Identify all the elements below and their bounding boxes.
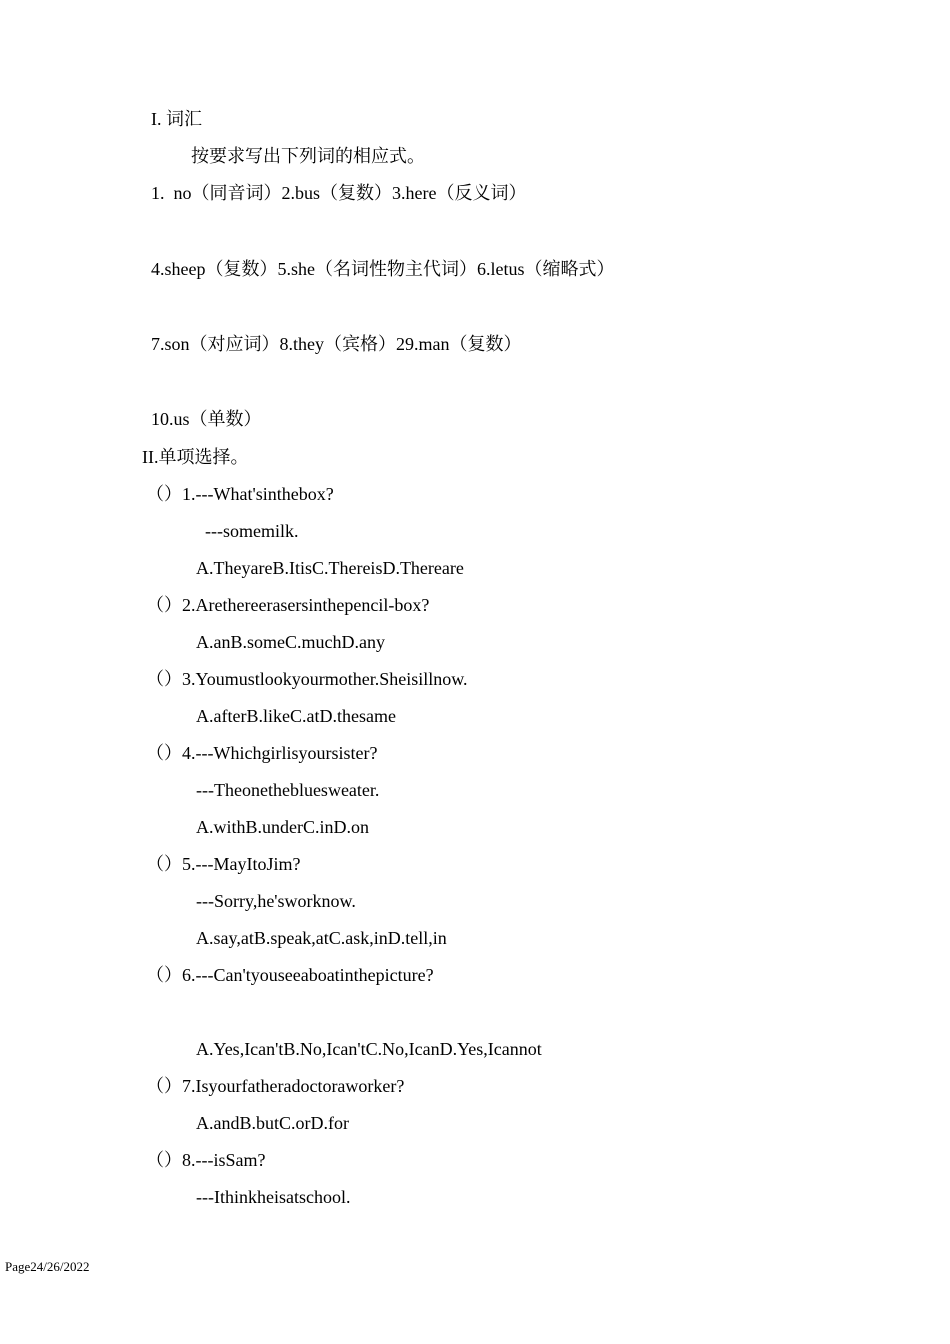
question-7-stem: （）7.Isyourfatheradoctoraworker? [146,1076,405,1096]
question-6-options: A.Yes,Ican'tB.No,Ican'tC.No,IcanD.Yes,Icannot [196,1039,542,1059]
question-3-options: A.afterB.likeC.atD.thesame [196,706,396,726]
question-7-options: A.andB.butC.orD.for [196,1113,349,1133]
question-1-stem: （）1.---What'sinthebox? [146,484,334,504]
section1-heading: I. 词汇 [151,109,202,129]
question-4-stem: （）4.---Whichgirlisyoursister? [146,743,378,763]
question-6-stem: （）6.---Can'tyouseeaboatinthepicture? [146,965,434,985]
section2-heading: II.单项选择。 [142,447,249,467]
question-1-options: A.TheyareB.ItisC.ThereisD.Thereare [196,558,464,578]
question-5-options: A.say,atB.speak,atC.ask,inD.tell,in [196,928,447,948]
question-2-options: A.anB.someC.muchD.any [196,632,385,652]
vocab-line-4: 10.us（单数） [151,409,262,429]
vocab-line-3: 7.son（对应词）8.they（宾格）29.man（复数） [151,334,522,354]
question-8-stem: （）8.---isSam? [146,1150,266,1170]
question-4-response: ---Theonethebluesweater. [196,780,380,800]
page-footer-label: Page24/26/2022 [5,1259,90,1274]
vocab-line-1: 1. no（同音词）2.bus（复数）3.here（反义词） [151,183,527,203]
vocab-line-2: 4.sheep（复数）5.she（名词性物主代词）6.letus（缩略式） [151,259,615,279]
question-5-response: ---Sorry,he'sworknow. [196,891,356,911]
question-1-response: ---somemilk. [205,521,299,541]
question-5-stem: （）5.---MayItoJim? [146,854,301,874]
section1-instruction: 按要求写出下列词的相应式。 [191,146,425,166]
question-8-response: ---Ithinkheisatschool. [196,1187,351,1207]
question-2-stem: （）2.Arethereerasersinthepencil-box? [146,595,430,615]
question-4-options: A.withB.underC.inD.on [196,817,369,837]
question-3-stem: （）3.Youmustlookyourmother.Sheisillnow. [146,669,468,689]
